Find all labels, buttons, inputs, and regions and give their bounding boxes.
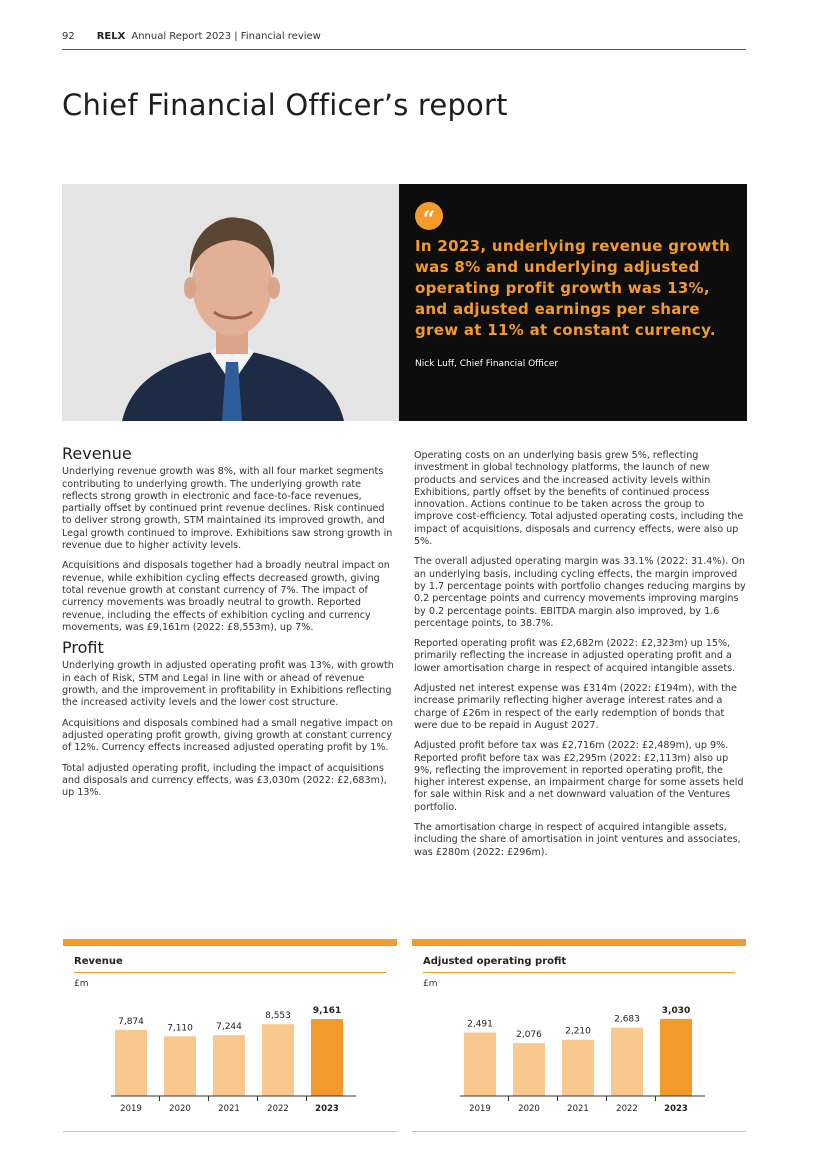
bar-value-label: 7,874 [118, 1016, 144, 1027]
revenue-heading: Revenue [62, 444, 132, 463]
adjusted-operating-profit-chart [412, 939, 746, 1132]
pull-quote-panel [399, 184, 747, 421]
bar-2023 [311, 1019, 343, 1096]
bar-2019 [464, 1033, 496, 1096]
profit-chart-unit: £m [423, 979, 438, 989]
bar-value-label: 8,553 [265, 1011, 291, 1022]
x-tick-label: 2019 [469, 1104, 491, 1114]
right-column [414, 450, 746, 867]
bar-2021 [562, 1040, 594, 1096]
bar-2020 [513, 1043, 545, 1096]
bar-2023 [660, 1019, 692, 1096]
bar-value-label: 2,210 [565, 1026, 591, 1037]
page-number: 92 [62, 31, 75, 42]
brand-name: RELX [96, 31, 126, 42]
bar-value-label: 9,161 [312, 1006, 342, 1017]
x-tick-label: 2023 [664, 1104, 688, 1114]
running-header [62, 31, 746, 50]
revenue-paragraph-1: Underlying revenue growth was 8%, with all four market segments contributing to underlying growth. The underlying growth rate reflects strong growth in electronic and face-to-face revenues, partially offset by continued print revenue declines. Risk continued to deliver strong growth, STM maintained its improved growth, and Legal growth continued to improve. Exhibitions saw strong growth in revenue due to higher activity levels. [62, 466, 393, 552]
bar-2021 [213, 1035, 245, 1096]
revenue-paragraph-2: Acquisitions and disposals together had a broadly neutral impact on revenue, while exhibition cycling effects decreased growth, giving total revenue growth at constant currency of 7%. The impact of currency movements was broadly neutral to growth. Reported revenue, including the effects of exhibition cycling and currency movements, was £9,161m (2022: £8,553m), up 7%. [62, 560, 390, 633]
bar-value-label: 2,683 [614, 1014, 640, 1025]
bar-value-label: 7,110 [167, 1023, 193, 1034]
x-tick-label: 2021 [218, 1104, 240, 1114]
quote-mark-icon: “ [415, 202, 443, 230]
amortisation-paragraph: The amortisation charge in respect of acquired intangible assets, including the share of amortisation in joint ventures and associates, was £280m (2022: £296m). [414, 822, 741, 858]
x-tick-label: 2019 [120, 1104, 142, 1114]
page-title: Chief Financial Officer’s report [62, 88, 508, 122]
profit-paragraph-2: Acquisitions and disposals combined had a small negative impact on adjusted operating profit growth, giving growth at constant currency of 12%. Currency effects increased adjusted operating profit by 1%. [62, 717, 394, 754]
bar-value-label: 3,030 [661, 1005, 691, 1016]
portrait-photo [62, 184, 399, 421]
pull-quote-text: In 2023, underlying revenue growth was 8% and underlying adjusted operating profit growth was 13%, and adjusted earnings per share grew at 11% at constant currency. [415, 237, 731, 339]
bar-2020 [164, 1036, 196, 1096]
margin-paragraph: The overall adjusted operating margin was 33.1% (2022: 31.4%). On an underlying basis, including cycling effects, the margin improved by 1.7 percentage points with portfolio changes reducing margins by 0.2 percentage points and currency movements improving margins by 0.2 percentage points. EBITDA margin also improved, by 1.6 percentage points, to 38.7%. [414, 556, 746, 629]
bar-value-label: 2,491 [467, 1019, 493, 1030]
section-label: Annual Report 2023 | Financial review [131, 31, 321, 42]
profit-chart-title: Adjusted operating profit [423, 956, 735, 973]
x-tick-label: 2022 [267, 1104, 289, 1114]
reported-profit-paragraph: Reported operating profit was £2,682m (2022: £2,323m) up 15%, primarily reflecting the increase in adjusted operating profit and a lower amortisation charge in respect of acquired intangible assets. [414, 638, 736, 674]
interest-paragraph: Adjusted net interest expense was £314m (2022: £194m), with the increase primarily reflecting higher average interest rates and a charge of £26m in respect of the early redemption of bonds that were due to be repaid in August 2027. [414, 683, 737, 731]
bar-2019 [115, 1030, 147, 1096]
revenue-chart-unit: £m [74, 979, 89, 989]
profit-heading: Profit [62, 638, 104, 658]
profit-chart-svg [412, 946, 746, 1131]
x-tick-label: 2020 [518, 1104, 540, 1114]
bar-value-label: 7,244 [216, 1022, 242, 1033]
revenue-chart-svg [63, 946, 397, 1131]
revenue-chart [63, 939, 397, 1132]
bar-2022 [262, 1024, 294, 1096]
x-tick-label: 2020 [169, 1104, 191, 1114]
x-tick-label: 2023 [315, 1104, 339, 1114]
profit-before-tax-paragraph: Adjusted profit before tax was £2,716m (2022: £2,489m), up 9%. Reported profit before tax was £2,295m (2022: £2,113m) also up 9%, reflecting the improvement in reported operating profit, the higher interest expense, an impairment charge for some assets held for sale within Risk and a net downward valuation of the Ventures portfolio. [414, 740, 744, 813]
bar-2022 [611, 1028, 643, 1096]
profit-paragraph-1: Underlying growth in adjusted operating profit was 13%, with growth in each of Risk, STM and Legal in line with or ahead of revenue growth, and the improvement in profitability in Exhibitions reflecting the increased activity levels and the lower cost structure. [62, 660, 394, 709]
operating-costs-paragraph: Operating costs on an underlying basis grew 5%, reflecting investment in global technology platforms, the launch of new products and services and the increased activity levels within Exhibitions, partly offset by the benefits of continued process innovation. Actions continue to be taken across the group to improve cost-efficiency. Total adjusted operating costs, including the impact of acquisitions, disposals and currency effects, were also up 5%. [414, 450, 744, 548]
bar-value-label: 2,076 [516, 1030, 542, 1041]
portrait-illustration [62, 184, 399, 421]
left-column [62, 444, 394, 807]
x-tick-label: 2021 [567, 1104, 589, 1114]
revenue-chart-title: Revenue [74, 956, 386, 973]
x-tick-label: 2022 [616, 1104, 638, 1114]
profit-paragraph-3: Total adjusted operating profit, including the impact of acquisitions and disposals and currency effects, was £3,030m (2022: £2,683m), up 13%. [62, 762, 387, 799]
pull-quote-attribution: Nick Luff, Chief Financial Officer [415, 359, 559, 369]
